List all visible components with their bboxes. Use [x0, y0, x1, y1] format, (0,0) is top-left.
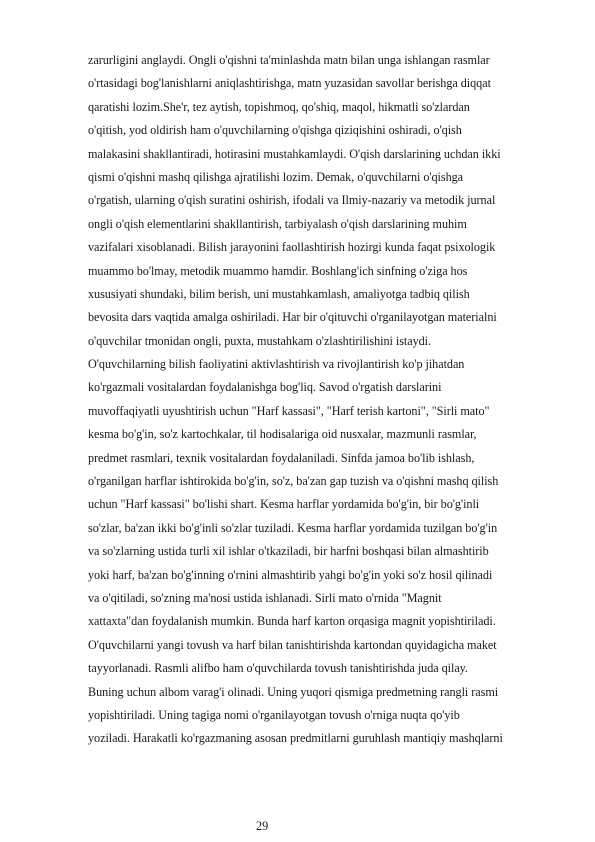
document-body: [88, 49, 588, 751]
text-line: Buning uchun albom varag'i olinadi. Uning yuqori qismiga predmetning rangli rasmi: [88, 684, 499, 699]
text-line: bevosita dars vaqtida amalga oshiriladi. Har bir o'qituvchi o'rganilayotgan materialni: [88, 310, 497, 325]
text-line: muammo bo'lmay, metodik muammo hamdir. Boshlang'ich sinfning o'ziga hos: [88, 263, 468, 278]
text-line: vazifalari xisoblanadi. Bilish jarayonini faollashtirish hozirgi kunda faqat psixologik: [88, 240, 496, 255]
text-line: qismi o'qishni mashq qilishga ajratilishi lozim. Demak, o'quvchilarni o'qishga: [88, 169, 464, 184]
text-line: va so'zlarning ustida turli xil ishlar o'tkaziladi, bir harfni boshqasi bilan almashtirib: [88, 544, 489, 559]
text-line: so'zlar, ba'zan ikki bo'g'inli so'zlar tuziladi. Kesma harflar yordamida tuzilgan bo'g'in: [88, 520, 498, 535]
text-line: zarurligini anglaydi. Ongli o'qishni ta'minlashda matn bilan unga ishlangan rasmlar: [88, 53, 490, 67]
text-line: predmet rasmlari, texnik vositalardan foydalaniladi. Sinfda jamoa bo'lib ishlash,: [88, 450, 475, 465]
text-line: qaratishi lozim.She'r, tez aytish, topishmoq, qo'shiq, maqol, hikmatli so'zlardan: [88, 99, 470, 114]
text-line: o'qitish, yod oldirish ham o'quvchilarning o'qishga qiziqishini oshiradi, o'qish: [88, 123, 462, 138]
text-line: malakasini shakllantiradi, hotirasini mustahkamlaydi. O'qish darslarining uchdan ikki: [88, 146, 501, 161]
text-line: tayyorlanadi. Rasmli alifbo ham o'quvchilarda tovush tanishtirishda juda qilay.: [88, 661, 468, 676]
text-line: o'rganilgan harflar ishtirokida bo'g'in, so'z, ba'zan gap tuzish va o'qishni mashq qilish: [88, 474, 499, 489]
text-line: yoki harf, ba'zan bo'g'inning o'rnini almashtirib yahgi bo'g'in yoki so'z hosil qilinadi: [88, 567, 493, 582]
page-number: 29: [256, 819, 269, 833]
text-line: ko'rgazmali vositalardan foydalanishga bog'liq. Savod o'rgatish darslarini: [88, 380, 442, 395]
text-line: O'quvchilarni yangi tovush va harf bilan tanishtirishda kartondan quyidagicha maket: [88, 637, 497, 652]
text-line: O'quvchilarning bilish faoliyatini aktivlashtirish va rivojlantirish ko'p jihatdan: [88, 357, 465, 372]
text-line: o'quvchilar tmonidan ongli, puxta, mustahkam o'zlashtirilishini istaydi.: [88, 333, 432, 348]
text-line: yoziladi. Harakatli ko'rgazmaning asosan predmitlarni guruhlash mantiqiy mashqlarni: [88, 731, 503, 746]
text-line: muvoffaqiyatli uyushtirish uchun "Harf kassasi", "Harf terish kartoni", "Sirli mato": [88, 403, 490, 418]
text-line: kesma bo'g'in, so'z kartochkalar, til hodisalariga oid nusxalar, mazmunli rasmlar,: [88, 427, 477, 442]
text-line: o'rgatish, ularning o'qish suratini oshirish, ifodali va Ilmiy-nazariy va metodik jurnal: [88, 193, 496, 208]
text-line: va o'qitiladi, so'zning ma'nosi ustida ishlanadi. Sirli mato o'rnida "Magnit: [88, 590, 442, 605]
text-line: yopishtiriladi. Uning tagiga nomi o'rganilayotgan tovush o'rniga nuqta qo'yib: [88, 707, 460, 722]
text-line: uchun "Harf kassasi" bo'lishi shart. Kesma harflar yordamida bo'g'in, bir bo'g'inli: [88, 497, 480, 512]
text-line: xattaxta"dan foydalanish mumkin. Bunda harf karton orqasiga magnit yopishtiriladi.: [88, 614, 496, 629]
text-line: ongli o'qish elementlarini shakllantirish, tarbiyalash o'qish darslarining muhim: [88, 216, 467, 231]
text-line: o'rtasidagi bog'lanishlarni aniqlashtirishga, matn yuzasidan savollar berishga diqqat: [88, 76, 491, 91]
text-line: xususiyati shundaki, bilim berish, uni mustahkamlash, amaliyotga tadbiq qilish: [88, 286, 470, 301]
